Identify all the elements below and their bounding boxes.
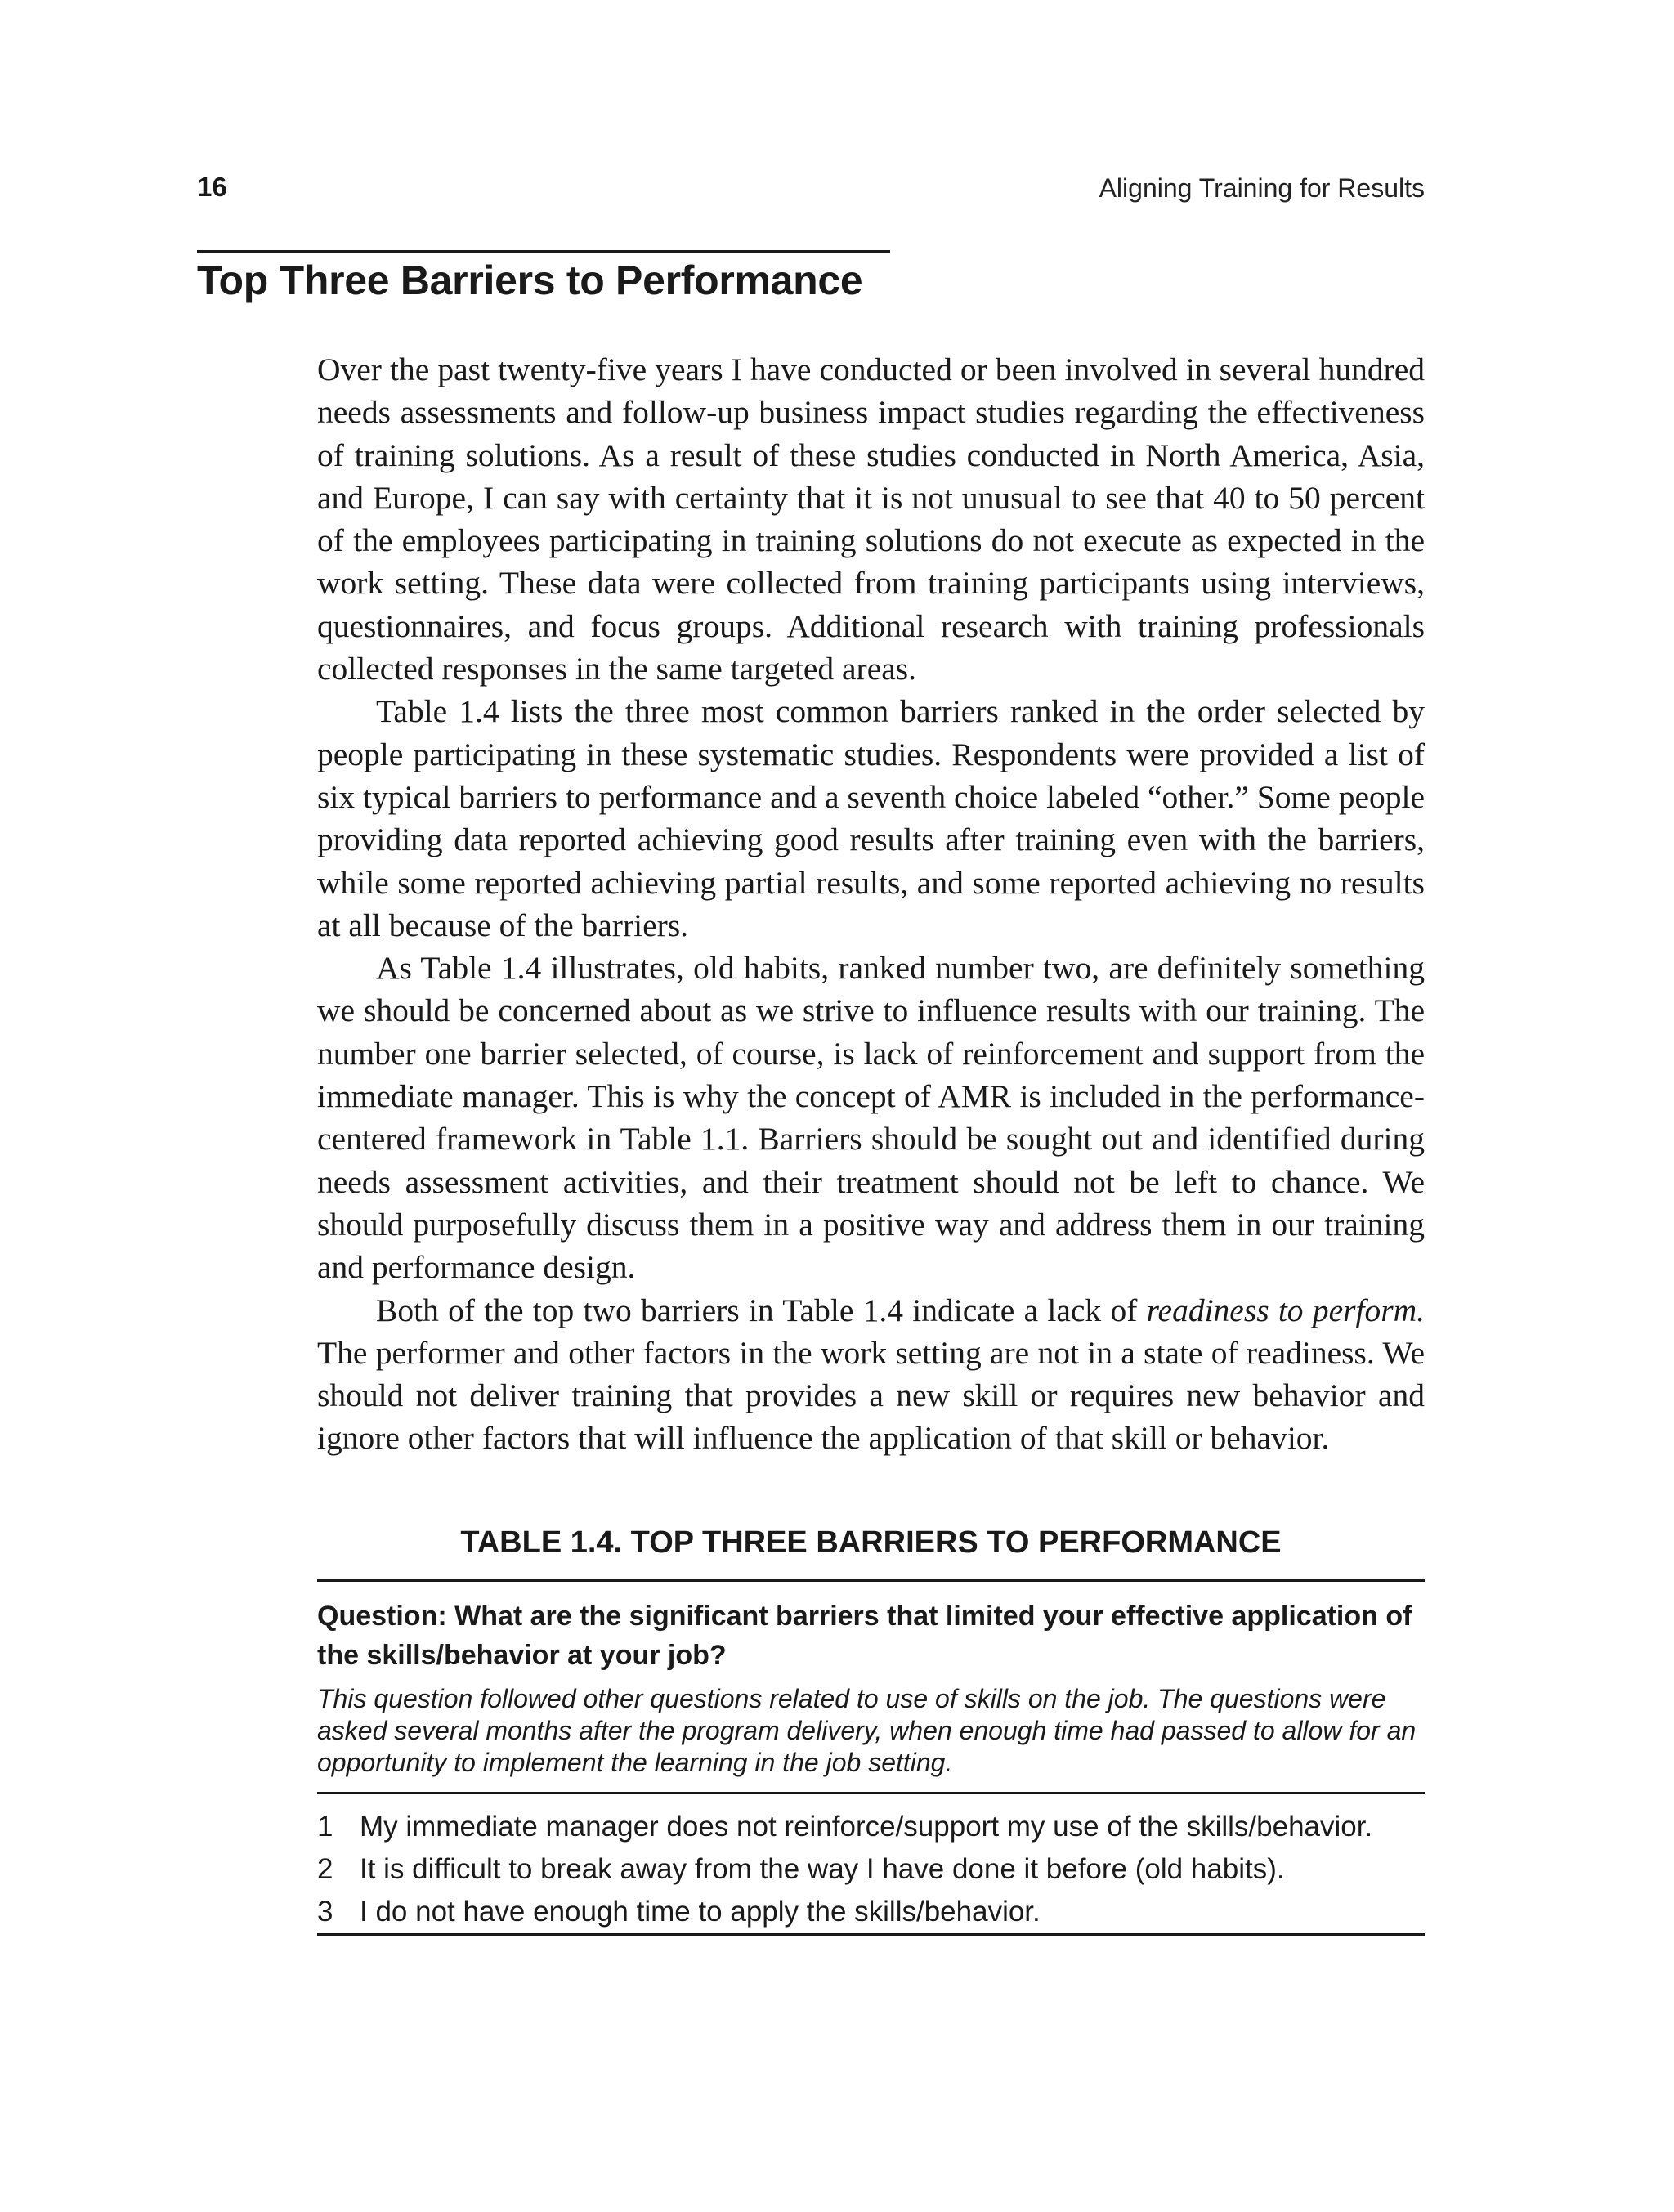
barrier-rank: 1 xyxy=(317,1811,333,1843)
table-note: This question followed other questions related to use of skills on the job. The questions were asked several months after the program delivery, when enough time had passed to allow for an opportunity to implement the learning in the job setting. xyxy=(317,1684,1417,1777)
table-bottom-rule xyxy=(317,1933,1425,1936)
paragraph-4-start: Both of the top two barriers in Table 1.4 indicate a lack of xyxy=(376,1292,1147,1328)
section-title: Top Three Barriers to Performance xyxy=(197,257,863,303)
barrier-rank: 3 xyxy=(317,1896,333,1928)
paragraph-4-end: The performer and other factors in the work setting are not in a state of readiness. We should not deliver training that provides a new skill or requires new behavior and ignore other factors that will influence the application of that skill or behavior. xyxy=(317,1334,1425,1457)
page-number: 16 xyxy=(197,172,227,202)
running-title: Aligning Training for Results xyxy=(1099,173,1425,203)
barrier-row xyxy=(317,1848,1425,1891)
barrier-row xyxy=(317,1891,1425,1933)
barrier-list xyxy=(317,1806,1425,1933)
barrier-row xyxy=(317,1806,1425,1848)
paragraph-4 xyxy=(317,1289,1425,1460)
section-rule xyxy=(197,250,890,253)
paragraph-3: As Table 1.4 illustrates, old habits, ranked number two, are definitely something we should be concerned about as we strive to influence results with our training. The number one barrier selected, of course, is lack of reinforcement and support from the immediate manager. This is why the concept of AMR is included in the performance-centered framework in Table 1.1. Barriers should be sought out and identified during needs assessment activities, and their treatment should not be left to chance. We should purposefully discuss them in a positive way and address them in our training and performance design. xyxy=(317,950,1425,1286)
barrier-text: My immediate manager does not reinforce/support my use of the skills/behavior. xyxy=(360,1811,1373,1843)
barrier-rank: 2 xyxy=(317,1853,333,1885)
table-top-rule xyxy=(317,1579,1425,1582)
paragraph-1: Over the past twenty-five years I have conducted or been involved in several hundred needs assessments and follow-up business impact studies regarding the effectiveness of training solutions. As a result of these studies conducted in North America, Asia, and Europe, I can say with certainty that it is not unusual to see that 40 to 50 percent of the employees participating in training solutions do not execute as expected in the work setting. These data were collected from training participants using interviews, questionnaires, and focus groups. Additional research with training professionals collected responses in the same targeted areas. xyxy=(317,352,1425,687)
paragraph-4-emphasis: readiness to perform. xyxy=(1146,1292,1425,1328)
barrier-text: I do not have enough time to apply the skills/behavior. xyxy=(360,1896,1041,1928)
table-mid-rule xyxy=(317,1792,1425,1794)
paragraph-2: Table 1.4 lists the three most common barriers ranked in the order selected by people participating in these systematic studies. Respondents were provided a list of six typical barriers to performance and a seventh choice labeled “other.” Some people providing data reported achieving good results after training even with the barriers, while some reported achieving partial results, and some reported achieving no results at all because of the barriers. xyxy=(317,693,1425,943)
barrier-text: It is difficult to break away from the way I have done it before (old habits). xyxy=(360,1853,1285,1885)
table-title: TABLE 1.4. TOP THREE BARRIERS TO PERFORMANCE xyxy=(460,1525,1282,1560)
body-text xyxy=(317,348,1425,1460)
table-question: Question: What are the significant barriers that limited your effective application of the skills/behavior at your job? xyxy=(317,1601,1412,1671)
